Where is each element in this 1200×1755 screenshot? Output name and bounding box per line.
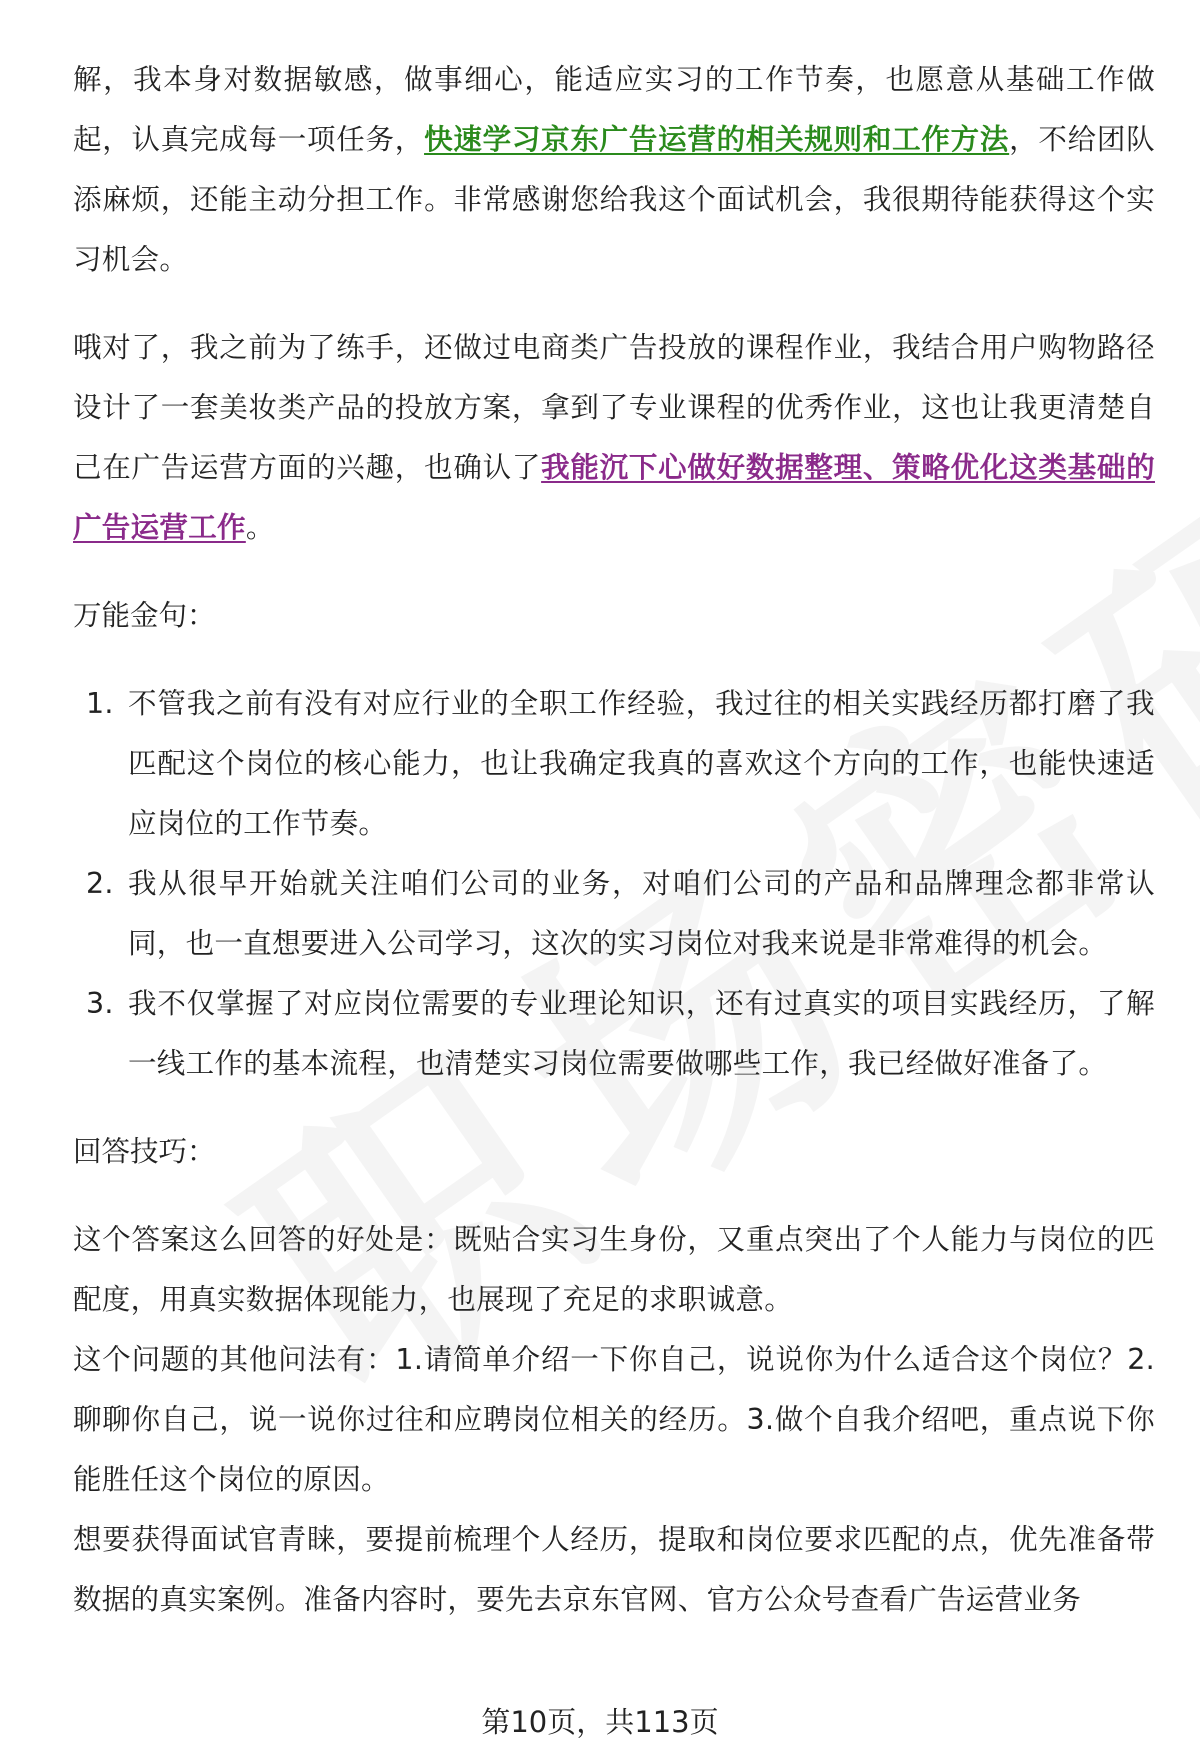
list-item-text: 我不仅掌握了对应岗位需要的专业理论知识，还有过真实的项目实践经历，了解一线工作的基本流程，也清楚实习岗位需要做哪些工作，我已经做好准备了。 xyxy=(128,987,1155,1080)
list-item-text: 我从很早开始就关注咱们公司的业务，对咱们公司的产品和品牌理念都非常认同，也一直想要进入公司学习，这次的实习岗位对我来说是非常难得的机会。 xyxy=(128,867,1155,960)
intro-p2-text-b: 。 xyxy=(245,511,275,544)
intro-paragraph-1 xyxy=(73,50,1155,290)
tips-paragraph-2: 这个问题的其他问法有：1.请简单介绍一下你自己，说说你为什么适合这个岗位？2.聊聊你自己，说一说你过往和应聘岗位相关的经历。3.做个自我介绍吧，重点说下你能胜任这个岗位的原因。 xyxy=(73,1343,1155,1496)
tips-paragraph-1: 这个答案这么回答的好处是：既贴合实习生身份，又重点突出了个人能力与岗位的匹配度，用真实数据体现能力，也展现了充足的求职诚意。 xyxy=(73,1223,1155,1316)
intro-p1-text-b: ，不给团队添麻烦，还能主动分担工作。非常感谢您给我这个面试机会，我很期待能获得这个实习机会。 xyxy=(73,123,1155,276)
list-item xyxy=(73,974,1155,1094)
list-item-text: 不管我之前有没有对应行业的全职工作经验，我过往的相关实践经历都打磨了我匹配这个岗位的核心能力，也让我确定我真的喜欢这个方向的工作，也能快速适应岗位的工作节奏。 xyxy=(128,687,1155,840)
page-number: 第10页，共113页 xyxy=(481,1705,719,1739)
intro-p2-highlight: 我能沉下心做好数据整理、策略优化这类基础的广告运营工作 xyxy=(73,451,1155,544)
intro-p1-text-a: 解，我本身对数据敏感，做事细心，能适应实习的工作节奏，也愿意从基础工作做起，认真完成每一项任务， xyxy=(73,63,1155,156)
list-item-number: 3. xyxy=(86,987,114,1020)
intro-p2-text-a: 哦对了，我之前为了练手，还做过电商类广告投放的课程作业，我结合用户购物路径设计了一套美妆类产品的投放方案，拿到了专业课程的优秀作业，这也让我更清楚自己在广告运营方面的兴趣，也确认了 xyxy=(73,331,1155,484)
golden-sentences-list xyxy=(73,674,1155,1094)
answer-tips-heading: 回答技巧： xyxy=(73,1135,216,1168)
intro-paragraph-2 xyxy=(73,318,1155,558)
list-item xyxy=(73,854,1155,974)
golden-sentences-heading: 万能金句： xyxy=(73,599,216,632)
document-page xyxy=(73,50,1155,1630)
list-item-number: 2. xyxy=(86,867,114,900)
list-item-number: 1. xyxy=(86,687,114,720)
intro-p1-highlight: 快速学习京东广告运营的相关规则和工作方法 xyxy=(424,123,1010,156)
list-item xyxy=(73,674,1155,854)
tips-paragraph-3: 想要获得面试官青睐，要提前梳理个人经历，提取和岗位要求匹配的点，优先准备带数据的真实案例。准备内容时，要先去京东官网、官方公众号查看广告运营业务 xyxy=(73,1523,1155,1616)
